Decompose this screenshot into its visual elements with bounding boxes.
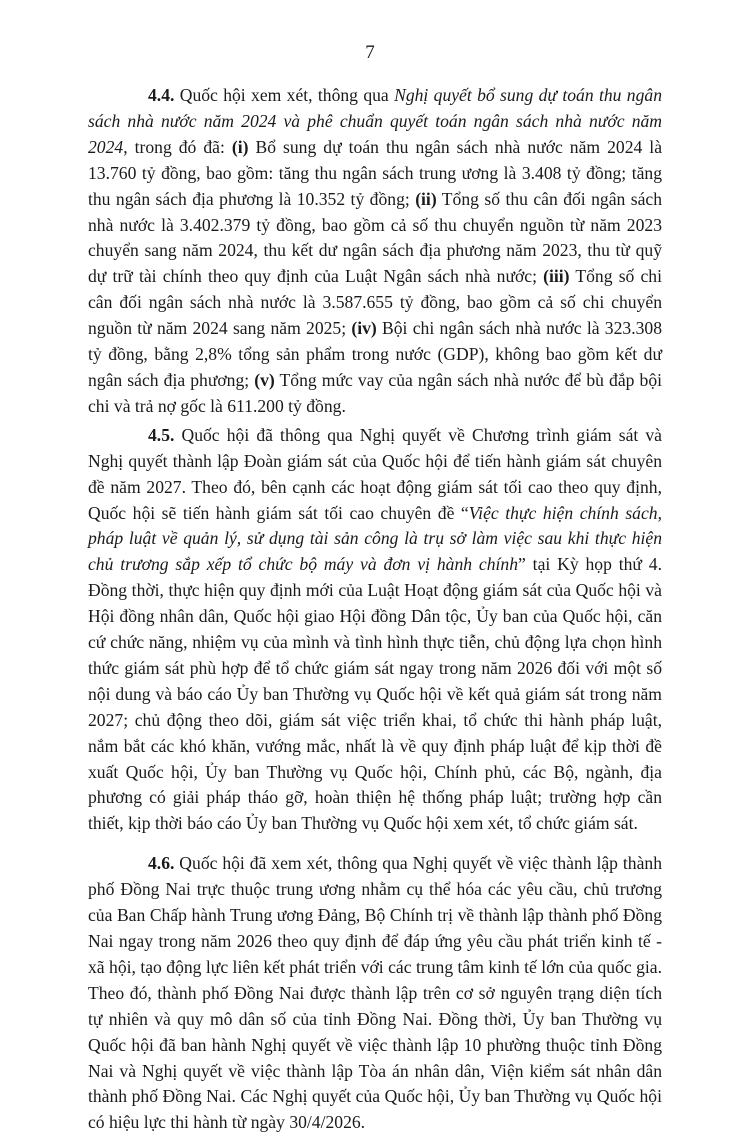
paragraph-4-5 [88,423,662,838]
item-marker: (i) [231,136,249,157]
paragraph-text: Tổng mức vay của ngân sách nhà nước để bù đắp bội chi và trả nợ gốc là 611.200 tỷ đồng. [88,369,663,416]
paragraph-text: , trong đó đã: [123,136,232,157]
section-number: 4.5. [148,424,175,445]
page-number: 7 [365,42,375,63]
item-marker: (ii) [415,188,437,209]
item-marker: (v) [254,369,275,390]
section-number: 4.6. [148,853,175,874]
paragraph-text: ” tại Kỳ họp thứ 4. Đồng thời, thực hiện quy định mới của Luật Hoạt động giám sát của Quốc hội và Hội đồng nhân dân, Quốc hội giao Hội đồng Dân tộc, Ủy ban của Quốc hội, căn cứ chức năng, nhiệm vụ của mình và tình hình thực tiễn, chủ động lựa chọn hình thức giám sát phù hợp để tổ chức giám sát ngay trong năm 2026 đối với một số nội dung và báo cáo Ủy ban Thường vụ Quốc hội về kết quả giám sát trong năm 2027; chủ động theo dõi, giám sát việc triển khai, tổ chức thi hành pháp luật, nắm bắt các khó khăn, vướng mắc, nhất là về quy định pháp luật để kịp thời đề xuất Quốc hội, Ủy ban Thường vụ Quốc hội, Chính phủ, các Bộ, ngành, địa phương có giải pháp tháo gỡ, hoàn thiện hệ thống pháp luật; trường hợp cần thiết, kịp thời báo cáo Ủy ban Thường vụ Quốc hội xem xét, tổ chức giám sát. [88,554,662,834]
paragraph-text: Quốc hội đã thông qua Nghị quyết về Chương trình giám sát và Nghị quyết thành lập Đoàn giám sát của Quốc hội để tiến hành giám sát chuyên đề năm 2027. Theo đó, bên cạnh các hoạt động giám sát tối cao theo quy định, Quốc hội sẽ tiến hành giám sát tối cao chuyên đề “ [88,424,662,523]
paragraph-text: Bội chi ngân sách nhà nước là 323.308 tỷ đồng, bằng 2,8% tổng sản phẩm trong nước (GDP), không bao gồm kết dư ngân sách địa phương; [88,318,662,390]
resolution-title: Nghị quyết bổ sung dự toán thu ngân sách nhà nước năm 2024 và phê chuẩn quyết toán ngân sách nhà nước năm 2024 [88,85,662,157]
supervision-topic: Việc thực hiện chính sách, pháp luật về quản lý, sử dụng tài sản công là trụ sở làm việc sau khi thực hiện chủ trương sắp xếp tổ chức bộ máy và đơn vị hành chính [88,502,662,575]
paragraph-text: Quốc hội đã xem xét, thông qua Nghị quyết về việc thành lập thành phố Đồng Nai trực thuộc trung ương nhằm cụ thể hóa các yêu cầu, chủ trương của Ban Chấp hành Trung ương Đảng, Bộ Chính trị về thành lập thành phố Đồng Nai ngay trong năm 2026 theo quy định để đáp ứng yêu cầu phát triển kinh tế - xã hội, tạo động lực liên kết phát triển với các trung tâm kinh tế lớn của quốc gia. Theo đó, thành phố Đồng Nai được thành lập trên cơ sở nguyên trạng diện tích tự nhiên và quy mô dân số của tỉnh Đồng Nai. Đồng thời, Ủy ban Thường vụ Quốc hội đã ban hành Nghị quyết về việc thành lập 10 phường thuộc tỉnh Đồng Nai và Nghị quyết về việc thành lập Tòa án nhân dân, Viện kiểm sát nhân dân thành phố Đồng Nai. Các Nghị quyết của Quốc hội, Ủy ban Thường vụ Quốc hội có hiệu lực thi hành từ ngày 30/4/2026. [88,853,662,1133]
paragraph-text: Quốc hội xem xét, thông qua [174,85,395,105]
paragraph-text: Tổng số chi cân đối ngân sách nhà nước là 3.587.655 tỷ đồng, bao gồm cả số chi chuyển nguồn từ năm 2024 sang năm 2025; [88,266,662,339]
paragraph-4-4 [88,83,662,420]
section-number: 4.4. [148,85,175,105]
paragraph-4-6 [88,851,662,1136]
paragraph-text: Bổ sung dự toán thu ngân sách nhà nước năm 2024 là 13.760 tỷ đồng, bao gồm: tăng thu ngân sách trung ương là 3.408 tỷ đồng; tăng thu ngân sách địa phương là 10.352 tỷ đồng; [88,136,663,209]
item-marker: (iv) [351,318,377,339]
paragraph-text: Tổng số thu cân đối ngân sách nhà nước là 3.402.379 tỷ đồng, bao gồm cả số thu chuyển nguồn từ năm 2023 chuyển sang năm 2024, thu kết dư ngân sách địa phương năm 2023, thu từ quỹ dự trữ tài chính theo quy định của Luật Ngân sách nhà nước; [88,188,663,287]
item-marker: (iii) [543,266,570,287]
document-body [88,83,662,1136]
